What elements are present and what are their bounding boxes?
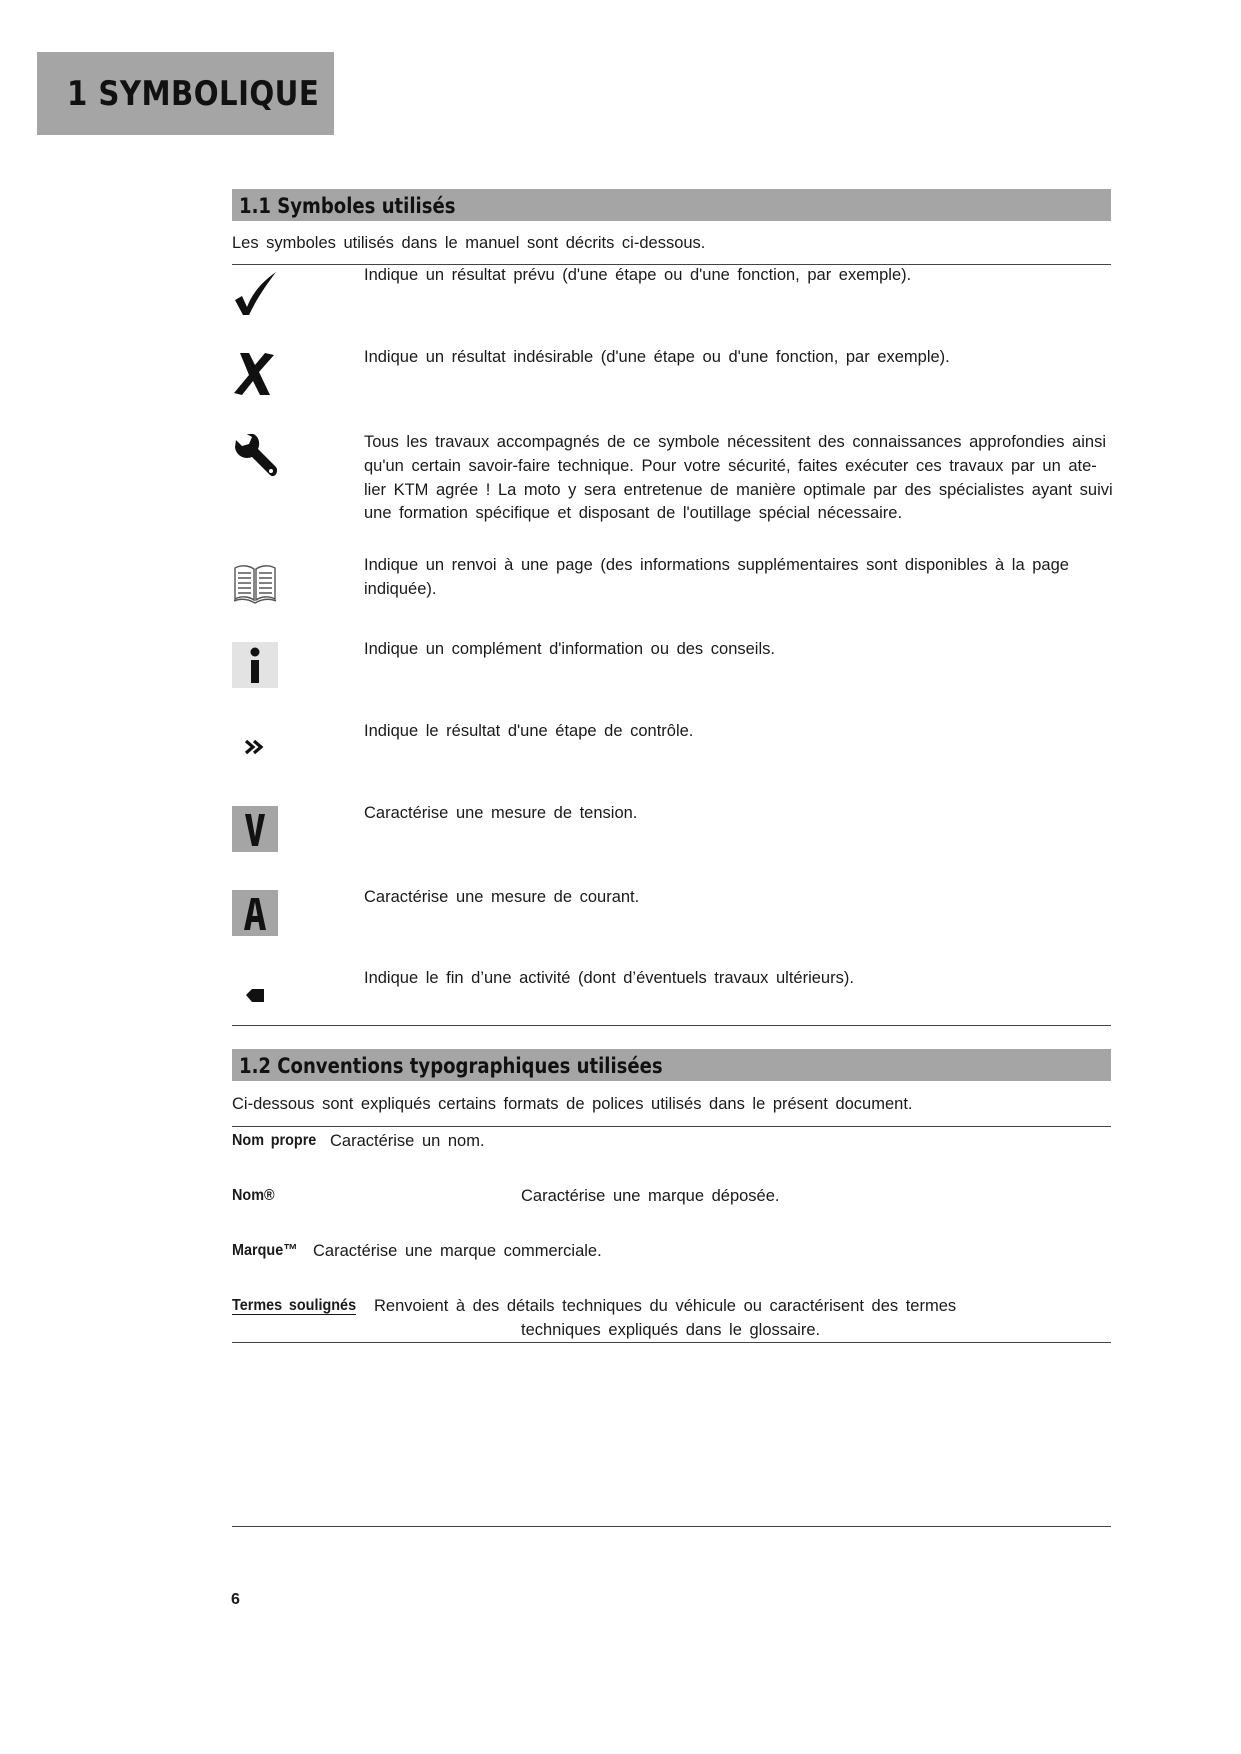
convention-description: techniques expliqués dans le glossaire.	[521, 1321, 821, 1339]
convention-term: Marque™	[232, 1242, 298, 1259]
footer-divider	[232, 1526, 1111, 1527]
section-intro: Ci-dessous sont expliqués certains formats de polices utilisés dans le présent document.	[232, 1095, 913, 1113]
end-marker-icon	[232, 972, 278, 1018]
voltage-icon	[232, 806, 278, 852]
convention-description: Renvoient à des détails techniques du véhicule ou caractérisent des termes	[374, 1297, 957, 1315]
text-line: lier KTM agrée ! La moto y sera entretenue de manière optimale par des spécialistes ayant suivi	[364, 480, 1113, 499]
wrench-icon	[232, 434, 278, 480]
section-title: 1.1 Symboles utilisés	[239, 194, 456, 218]
symbol-description: Indique le résultat d'une étape de contrôle.	[364, 722, 694, 740]
text-line: Indique un renvoi à une page (des informations supplémentaires sont disponibles à la page	[364, 556, 1069, 574]
convention-description: Caractérise un nom.	[330, 1132, 485, 1150]
page-number: 6	[231, 1591, 240, 1608]
convention-term: Nom®	[232, 1187, 275, 1204]
symbol-description: Indique un résultat prévu (d'une étape ou d'une fonction, par exemple).	[364, 266, 912, 284]
text-line: qu'un certain savoir-faire technique. Pour votre sécurité, faites exécuter ces travaux par un ate-	[364, 456, 1097, 475]
symbol-description	[364, 431, 1174, 526]
checkmark-icon	[232, 270, 278, 316]
chapter-heading	[37, 52, 334, 135]
current-icon	[232, 890, 278, 936]
divider	[232, 1342, 1111, 1343]
convention-term: Nom propre	[232, 1132, 317, 1149]
symbol-description: Caractérise une mesure de tension.	[364, 804, 638, 822]
cross-icon	[232, 351, 278, 397]
symbol-description: Indique un complément d'information ou des conseils.	[364, 640, 775, 658]
symbol-description	[364, 554, 1174, 602]
symbol-description: Indique le fin d’une activité (dont d’éventuels travaux ultérieurs).	[364, 969, 854, 987]
symbol-description: Indique un résultat indésirable (d'une étape ou d'une fonction, par exemple).	[364, 348, 950, 366]
chapter-title: 1 SYMBOLIQUE	[67, 74, 320, 114]
book-icon	[232, 560, 278, 606]
symbol-description: Caractérise une mesure de courant.	[364, 888, 640, 906]
text-line: Tous les travaux accompagnés de ce symbole nécessitent des connaissances approfondies ainsi	[364, 433, 1106, 451]
convention-description: Caractérise une marque déposée.	[521, 1187, 780, 1205]
divider	[232, 1126, 1111, 1127]
section-intro: Les symboles utilisés dans le manuel sont décrits ci-dessous.	[232, 234, 706, 252]
double-chevron-icon	[232, 724, 278, 770]
info-icon	[232, 642, 278, 688]
convention-term-underlined: Termes soulignés	[232, 1297, 357, 1314]
text-line: indiquée).	[364, 579, 437, 598]
divider	[232, 1025, 1111, 1026]
section-title: 1.2 Conventions typographiques utilisées	[239, 1054, 663, 1078]
section-heading-conventions	[232, 1049, 1111, 1081]
section-heading-symbols	[232, 189, 1111, 221]
text-line: une formation spécifique et disposant de l'outillage spécial nécessaire.	[364, 504, 903, 523]
convention-description: Caractérise une marque commerciale.	[313, 1242, 602, 1260]
